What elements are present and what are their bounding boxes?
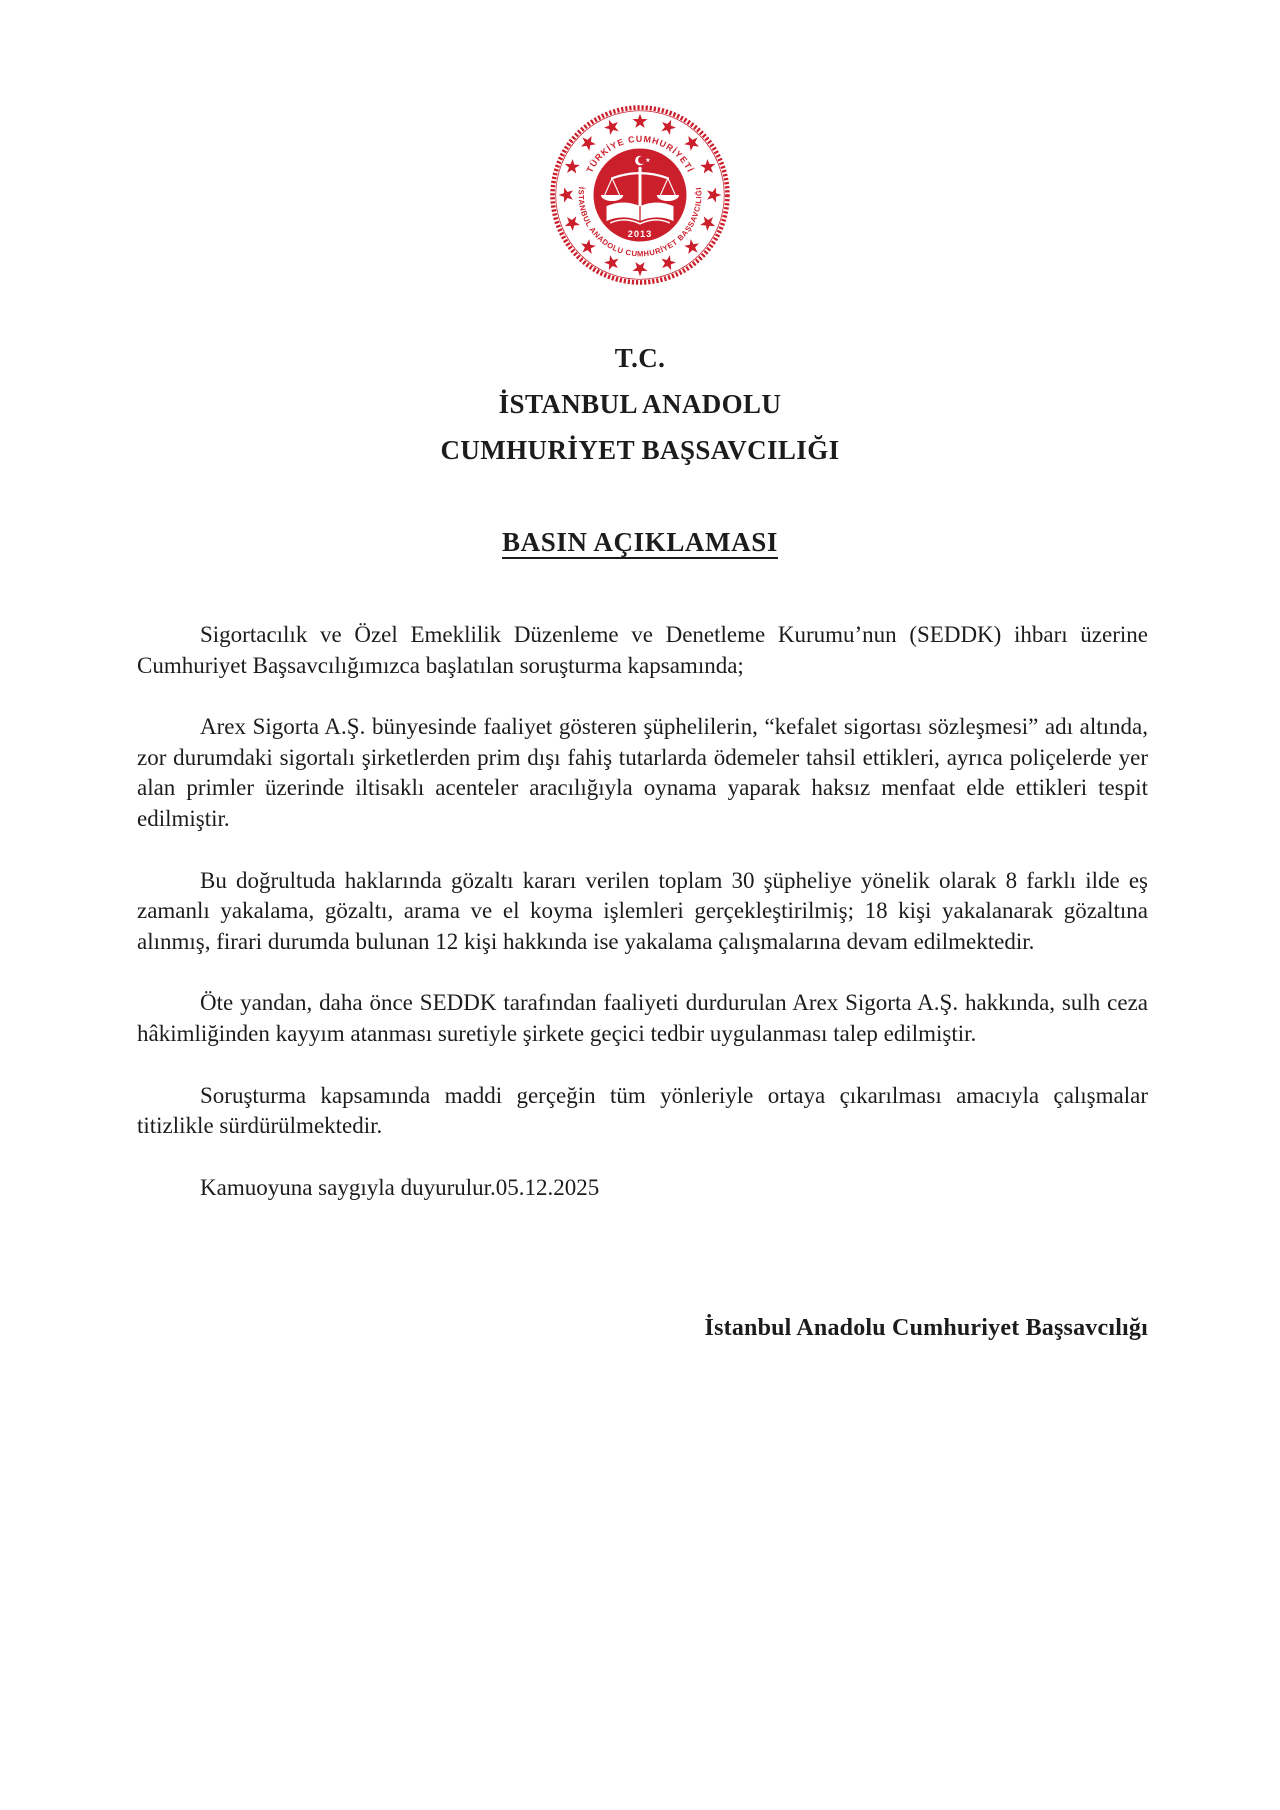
emblem-ring-text-top: TÜRKİYE CUMHURİYETİ <box>584 133 696 175</box>
header-cumhuriyet-bassavciligi: CUMHURİYET BAŞSAVCILIĞI <box>440 435 840 465</box>
header-tc: T.C. <box>614 343 666 373</box>
body-paragraph-5: Soruşturma kapsamında maddi gerçeğin tüm yönleriyle ortaya çıkarılması amacıyla çalışmalar titizlikle sürdürülmektedir. <box>137 1082 1148 1139</box>
star-icon <box>632 262 647 276</box>
emblem-container <box>0 0 1280 293</box>
star-icon <box>699 157 718 176</box>
star-icon <box>559 187 573 202</box>
star-icon <box>562 214 581 233</box>
star-icon <box>632 114 647 128</box>
header-istanbul-anadolu: İSTANBUL ANADOLU <box>498 389 782 419</box>
document-header <box>0 335 1280 473</box>
star-icon <box>659 117 678 136</box>
star-icon <box>562 157 581 176</box>
signature-line: İstanbul Anadolu Cumhuriyet Başsavcılığı <box>704 1315 1148 1342</box>
emblem-year: 2013 <box>627 228 653 239</box>
star-icon <box>707 187 721 202</box>
star-icon <box>602 254 621 273</box>
prosecutor-office-emblem <box>547 102 733 288</box>
body-paragraph-1: Sigortacılık ve Özel Emeklilik Düzenleme ve Denetleme Kurumu’nun (SEDDK) ihbarı üzerine Cumhuriyet Başsavcılığımızca başlatılan soruşturma kapsamında; <box>137 622 1148 678</box>
emblem-ring-text-bottom: İSTANBUL ANADOLU CUMHURİYET BAŞSAVCILIĞI <box>576 186 704 259</box>
body-paragraph-4: Öte yandan, daha önce SEDDK tarafından faaliyeti durdurulan Arex Sigorta A.Ş. hakkında, sulh ceza hâkimliğinden kayyım atanması suretiyle şirkete geçici tedbir uygulanması talep edilmiştir. <box>137 990 1148 1046</box>
body-paragraph-2: Arex Sigorta A.Ş. bünyesinde faaliyet gösteren şüphelilerin, “kefalet sigortası sözleşmesi” adı altında, zor durumdaki sigortalı şirketlerden prim dışı fahiş tutarlarda ödemeler tahsil ettikleri, ayrıca poliçelerde yer alan primler üzerinde iltisaklı acenteler aracılığıyla oynama yaparak haksız menfaat elde ettikleri tespit edilmiştir. <box>137 714 1148 831</box>
star-icon <box>699 214 718 233</box>
title-row <box>0 527 1280 558</box>
press-release-title: BASIN AÇIKLAMASI <box>502 527 778 557</box>
closing-line-with-date: Kamuoyuna saygıyla duyurulur.05.12.2025 <box>200 1174 600 1200</box>
body-paragraph-3: Bu doğrultuda haklarında gözaltı kararı verilen toplam 30 şüpheliye yönelik olarak 8 farklı ilde eş zamanlı yakalama, gözaltı, arama ve el koyma işlemleri gerçekleştirilmiş; 18 kişi yakalanarak gözaltına alınmış, firari durumda bulunan 12 kişi hakkında ise yakalama çalışmalarına devam edilmektedir. <box>137 867 1148 954</box>
star-icon <box>602 117 621 136</box>
document-body <box>137 620 1148 1203</box>
star-icon <box>659 254 678 273</box>
